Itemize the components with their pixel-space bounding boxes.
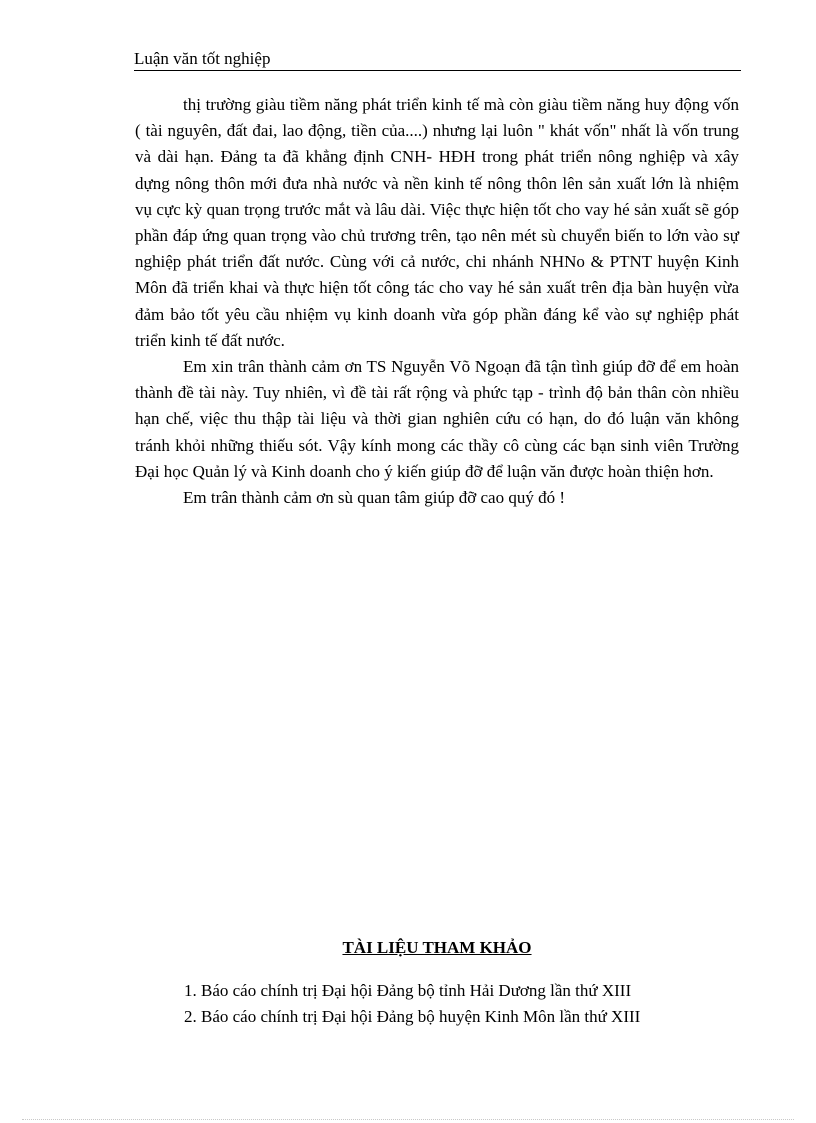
references-list [184, 978, 744, 1030]
paragraph-thanks: Em trân thành cảm ơn sù quan tâm giúp đỡ cao quý đó ! [183, 488, 565, 508]
references-title: TÀI LIỆU THAM KHẢO [342, 938, 532, 957]
page-bottom-rule [22, 1119, 794, 1120]
paragraph-acknowledgement: Em xin trân thành cảm ơn TS Nguyễn Võ Ngoạn đã tận tình giúp đỡ để em hoàn thành đề tài này. Tuy nhiên, vì đề tài rất rộng và phức tạp - trình độ bản thân còn nhiều hạn chế, việc thu thập tài liệu và thời gian nghiên cứu có hạn, do đó luận văn không tránh khỏi những thiếu sót. Vậy kính mong các thầy cô cùng các bạn sinh viên Trường Đại học Quản lý và Kinh doanh cho ý kiến giúp đỡ để luận văn được hoàn thiện hơn. [135, 357, 739, 481]
paragraph-intro: thị trường giàu tiềm năng phát triển kinh tế mà còn giàu tiềm năng huy động vốn ( tài nguyên, đất đai, lao động, tiền của....) nhưng lại luôn " khát vốn" nhất là vốn trung và dài hạn. Đảng ta đã khẳng định CNH- HĐH trong phát triển nông nghiệp và xây dựng nông thôn mới đưa nhà nước và nền kinh tế nông thôn lên sản xuất lớn là nhiệm vụ cực kỳ quan trọng trước mắt và lâu dài. Việc thực hiện tốt cho vay hé sản xuất sẽ góp phần đáp ứng quan trọng vào chủ trương trên, tạo nên mét sù chuyển biến to lớn vào sự nghiệp phát triển đất nước. Cùng với cả nước, chi nhánh NHNo & PTNT huyện Kinh Môn đã triển khai và thực hiện tốt công tác cho vay hé sản xuất trên địa bàn huyện vừa đảm bảo tốt yêu cầu nhiệm vụ kinh doanh vừa góp phần đáng kể vào sự nghiệp phát triển kinh tế đất nước. [135, 95, 739, 350]
body-text [135, 92, 739, 511]
reference-item: 1. Báo cáo chính trị Đại hội Đảng bộ tỉnh Hải Dương lần thứ XIII [184, 981, 632, 1000]
running-header: Luận văn tốt nghiệp [134, 48, 741, 71]
reference-item: 2. Báo cáo chính trị Đại hội Đảng bộ huyện Kinh Môn lần thứ XIII [184, 1007, 641, 1026]
